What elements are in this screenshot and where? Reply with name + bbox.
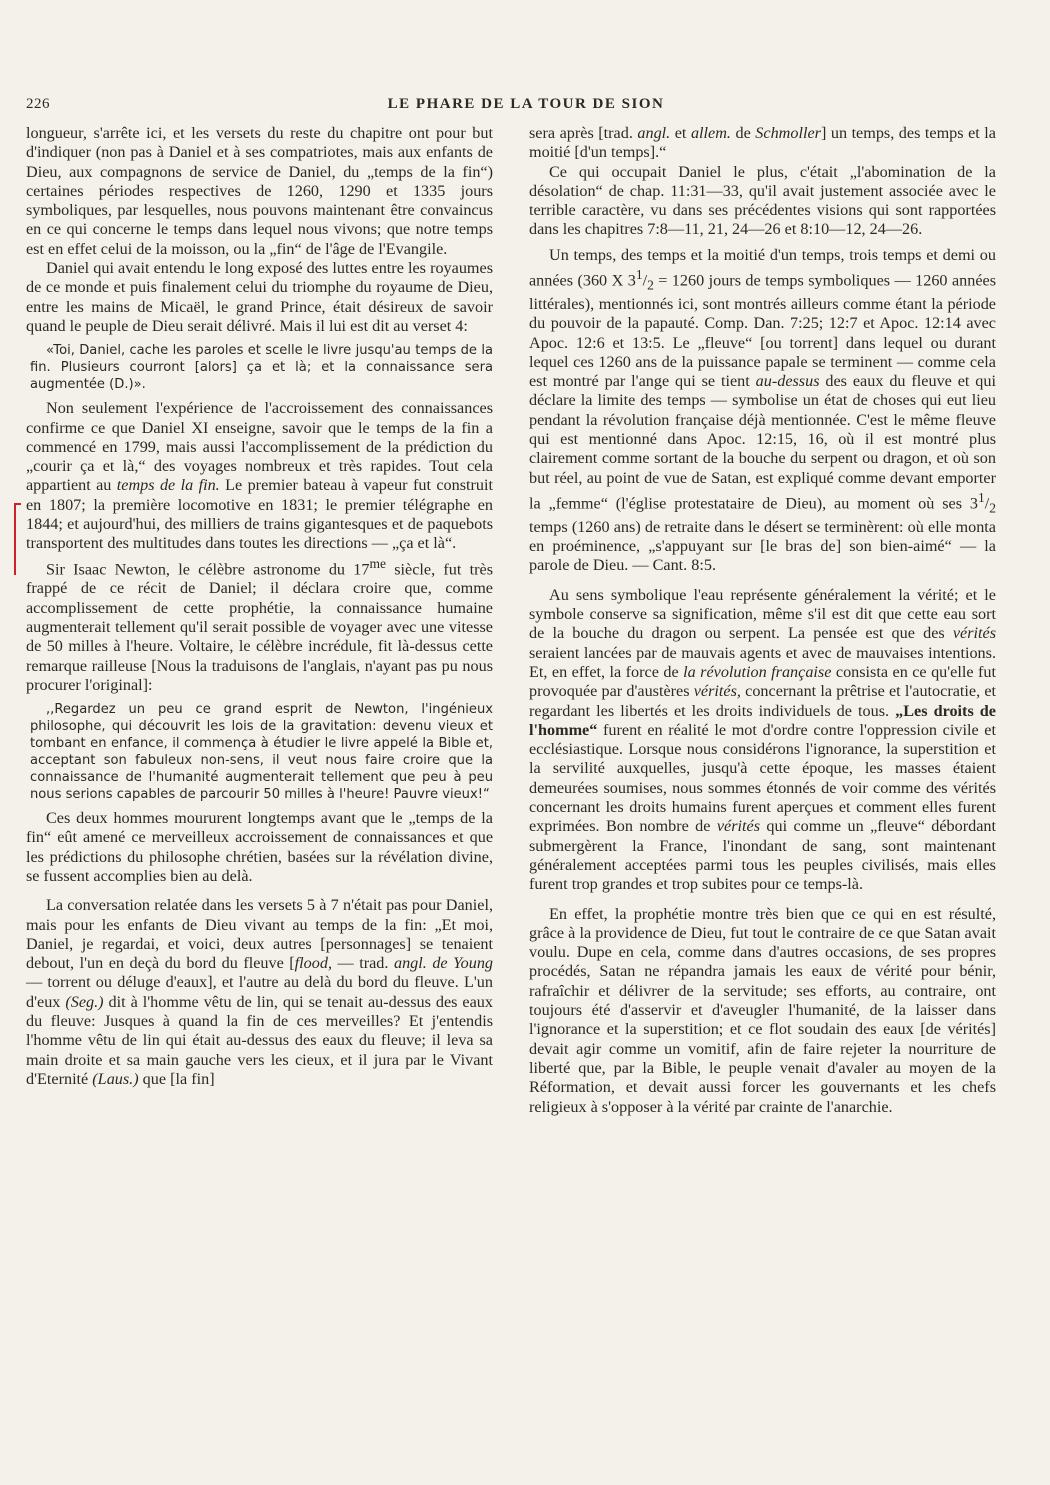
emphasis: flood, (294, 954, 332, 973)
text-run: qui comme un „fleuve“ débordant submergèrent la France, l'inondant de sang, sont maintenant généralement acceptées parmi tous les peuples civilisés, mais elles furent trop grandes et trop subites pour ce temps-là. (529, 817, 997, 894)
text-run: Sir Isaac Newton, le célèbre astronome du 17 (46, 560, 370, 579)
text-run: sera après [trad. (529, 124, 638, 142)
text-run: furent en réalité le mot d'ordre contre l'oppression civile et ecclésiastique. Lorsque nous considérons l'ignorance, la superstition et la servilité auxquelles, jusqu'à cette époque, les masses étaient demeurées soumises, nous sommes étonnés de voir comme des vérités concernant les droits humains furent aperçues et comment elles furent exprimées. Bon nombre de (529, 720, 996, 836)
emphasis: (Laus.) (92, 1069, 139, 1088)
text-run: — torrent ou déluge d'eaux], et l'autre au delà du bord du fleuve. L'un d'eux (26, 973, 493, 1011)
superscript: 1 (635, 267, 643, 283)
text-run: temps (1260 ans) de retraite dans le désert se terminèrent: où elle monta en proéminence, „s'appuyant sur [le bras de] son bien-aimé“ — la parole de Dieu. — Cant. 8:5. (529, 517, 996, 575)
text-run: siècle, fut très frappé de ce récit de Daniel; il déclara croire que, comme accomplissement de cette prophétie, la connaissance humaine augmenterait tellement qu'il serait possible de voyager avec une vitesse de 50 milles à l'heure. Voltaire, le célèbre incrédule, fit là-dessus cette remarque railleuse [Nous la traduisons de l'anglais, n'ayant pas pu nous procurer l'original]: (26, 560, 494, 694)
paragraph (26, 896, 493, 1089)
right-column (529, 124, 996, 1117)
voltaire-quote (26, 701, 493, 803)
text-run: de (730, 124, 756, 142)
scripture-quote (26, 342, 493, 393)
text-run: Non seulement l'expérience de l'accroissement des connaissances confirme ce que Daniel XI enseigne, savoir que le temps de la fin a commencé en 1799, mais aussi l'accomplissement de la prédiction du „courir ça et là,“ des voyages nombreux et très rapides. Tout cela appartient au (26, 399, 493, 495)
text-run: — trad. (332, 954, 394, 973)
text-run: Au sens symbolique l'eau représente généralement la vérité; et le symbole conserve sa signification, même s'il est dit que cette eau sort de la bouche du dragon ou serpent. La pensée est que des (529, 585, 996, 643)
emphasis: (Seg.) (65, 992, 104, 1011)
text-run: concernant la prêtrise et l'autocratie, et regardant les libertés et les droits individuels de tous. (529, 682, 997, 720)
paragraph (26, 399, 493, 553)
paragraph (529, 586, 996, 895)
page-number: 226 (26, 96, 50, 112)
emphasis: angl. de Young (393, 954, 494, 973)
text-run: La conversation relatée dans les versets 5 à 7 n'était pas pour Daniel, mais pour les enfants de Dieu vivant au temps de la fin: „Et moi, Daniel, je regardai, et voici, deux autres [personnages] se tenaient debout, l'un en deçà du bord du fleuve [ (26, 896, 493, 973)
paragraph: Ces deux hommes moururent longtemps avant que le „temps de la fin“ eût amené ce merveilleux accroissement de connaissances et que les prédictions du philosophe chrétien, basées sur la révélation divine, se fussent accomplies bien au delà. (26, 809, 493, 885)
bold-text: „Les droits de l'homme“ (529, 701, 996, 739)
paragraph: Daniel qui avait entendu le long exposé des luttes entre les royaumes de ce monde et puis finalement celui du triomphe du royaume de Dieu, entre les mains de Micaël, le grand Prince, était désireux de savoir quand le peuple de Dieu serait délivré. Mais il lui est dit au verset 4: (26, 259, 493, 335)
text-run: des eaux du fleuve et qui déclare la limite des temps — symbolise un état de choses qui eut lieu pendant la révolution française déjà mentionnée. C'est le même fleuve qui est mentionné dans Apoc. 12:15, 16, où il est montré plus clairement comme sortant de la bouche du serpent ou dragon, et où son but réel, au point de vue de Satan, est expliqué comme devant emporter la „femme“ (l'église protestataire de Dieu), au moment où ses 3 (529, 372, 996, 513)
paragraph: En effet, la prophétie montre très bien que ce qui en est résulté, grâce à la providence de Dieu, fut tout le contraire de ce que Satan avait voulu. Dupe en cela, comme dans d'autres occasions, de ses propres procédés, Satan ne répandra jamais les eaux de vérité pour bénir, rafraîchir et délivrer de la servitude; ses efforts, au contraire, ont toujours été d'asservir et d'aveugler l'humanité, de la laisser dans l'ignorance et la superstition; et ce flot soudain des eaux [de vérités] devait agir comme un vomitif, afin de faire rejeter la nourriture de liberté que, par la Bible, le peuple venait d'avaler au moyen de la Réformation, et devait aussi forcer les gouvernants et les chefs religieux à s'opposer à la vérité par crainte de l'anarchie. (529, 904, 996, 1116)
emphasis: allem. (690, 124, 731, 142)
paragraph (529, 124, 996, 163)
superscript: 1 (978, 489, 985, 505)
subscript: 2 (647, 277, 654, 293)
emphasis: Schmoller (755, 124, 821, 142)
paragraph: Un temps, des temps et la moitié d'un temps, trois temps et demi ou années (360 X $3^1/_2 = 1260$ jours de temps symboliques — 1260 années littérales), mentionnés ici, sont montrés ailleurs comme étant la période du pouvoir de la papauté. Comp. Dan. 7:25; 12:7 et Apoc. 12:14 avec Apoc. 12:6 et 13:5. Le „fleuve“ [ou torrent] dans lequel ou durant lequel ces 1260 ans de la puissance papale se terminent — comme cela est montré par l'ange qui se tient au-dessus des eaux du fleuve et qui déclare la limite des temps — symbolise un état de choses qui eut lieu pendant la révolution française déjà mentionnée. C'est le même fleuve qui est mentionné dans Apoc. 12:15, 16, où il est montré plus clairement comme sortant de la bouche du serpent ou dragon, et où son but réel, au point de vue de Satan, est expliqué comme devant emporter la „femme“ (l'église protestataire de Dieu), au moment où ses $3^1/_2$ temps (1260 ans) de retraite dans le désert se terminèrent: où elle monta en proéminence, „s'appuyant sur [le bras de] son bien-aimé“ — la parole de Dieu. — Cant. 8:5. (529, 245, 996, 575)
quote-text: ,,Regardez un peu ce grand esprit de Newton, l'ingénieux philosophe, qui découvrit les lois de la gravitation: devenu vieux et tombant en enfance, il commença à étudier le livre appelé la Bible et, acceptant son fabuleux non-sens, il veut nous faire croire que la connaissance de l'humanité augmenterait tellement que peu à peu nous serions capables de parcourir 50 milles à l'heure! Pauvre vieux!“ (30, 702, 493, 803)
text-run: Le premier bateau à vapeur fut construit en 1807; la première locomotive en 1831; le premier télégraphe en 1844; et aujourd'hui, des milliers de trains gigantesques et de paquebots transportent des multitudes dans toutes les directions — „ça et là“. (26, 476, 493, 553)
text-run: et (670, 124, 691, 142)
text-run: que [la fin] (138, 1069, 215, 1088)
left-column (26, 124, 493, 1089)
page-header (26, 96, 1026, 120)
emphasis: au-dessus (755, 372, 820, 391)
emphasis: angl. (637, 124, 671, 142)
paragraph: Ce qui occupait Daniel le plus, c'était „l'abomination de la désolation“ de chap. 11:31—33, qu'il avait justement associée avec le terrible caractère, vu dans ses précédentes visions qui sont rapportées dans les chapitres 7:8—11, 21, 24—26 et 8:10—12, 24—26. (529, 162, 996, 239)
emphasis: temps de la fin. (116, 476, 220, 495)
margin-bracket-marker (14, 503, 21, 575)
running-title: LE PHARE DE LA TOUR DE SION (387, 96, 665, 112)
text-run: ] un temps, des temps et la moitié [d'un temps].“ (529, 124, 996, 162)
text-run: = 1260 jours de temps symboliques — 1260 années littérales), mentionnés ici, sont montrés ailleurs comme étant la période du pouvoir de la papauté. Comp. Dan. 7:25; 12:7 et Apoc. 12:14 avec Apoc. 12:6 et 13:5. Le „fleuve“ [ou torrent] dans lequel ou durant lequel ces 1260 ans de la puissance papale se terminent — comme cela est montré par l'ange qui se tient (529, 271, 996, 391)
quote-text: «Toi, Daniel, cache les paroles et scelle le livre jusqu'au temps de la fin. Plusieurs courront [alors] ça et là; et la connaissance sera augmentée (D.)». (30, 343, 493, 393)
paragraph (26, 554, 493, 695)
text-run: consista en ce qu'elle fut provoquée par d'austères (529, 662, 996, 701)
subscript: 2 (989, 500, 996, 516)
superscript: me (369, 555, 386, 571)
emphasis: vérités, (693, 682, 741, 701)
emphasis: la révolution française (683, 662, 832, 681)
paragraph: longueur, s'arrête ici, et les versets du reste du chapitre ont pour but d'indiquer (non pas à Daniel et à ses compatriotes, mais aux enfants de Dieu, aux compagnons de service de Daniel, du „temps de la fin“) certaines périodes respectives de 1260, 1290 et 1335 jours symboliques, par lesquelles, nous pouvons maintenant être convaincus en ce qui concerne le temps dans lequel nous vivons; que notre temps est en effet celui de la moisson, ou la „fin“ de l'âge de l'Evangile. (26, 124, 493, 258)
emphasis: vérités (716, 817, 760, 836)
emphasis: vérités (952, 624, 996, 643)
text-run: dit à l'homme vêtu de lin, qui se tenait au-dessus des eaux du fleuve: Jusques à quand la fin de ces merveilles? Et j'entendis l'homme vêtu de lin qui était au-dessus des eaux du fleuve; il leva sa main droite et sa main gauche vers les cieux, et il jura par le Vivant d'Eternité (26, 992, 493, 1088)
text-run: Un temps, des temps et la moitié d'un temps, trois temps et demi ou années (360 X 3 (529, 245, 996, 290)
text-run: seraient lancées par de mauvais agents et avec de mauvaises intentions. Et, en effet, la force de (529, 643, 996, 681)
